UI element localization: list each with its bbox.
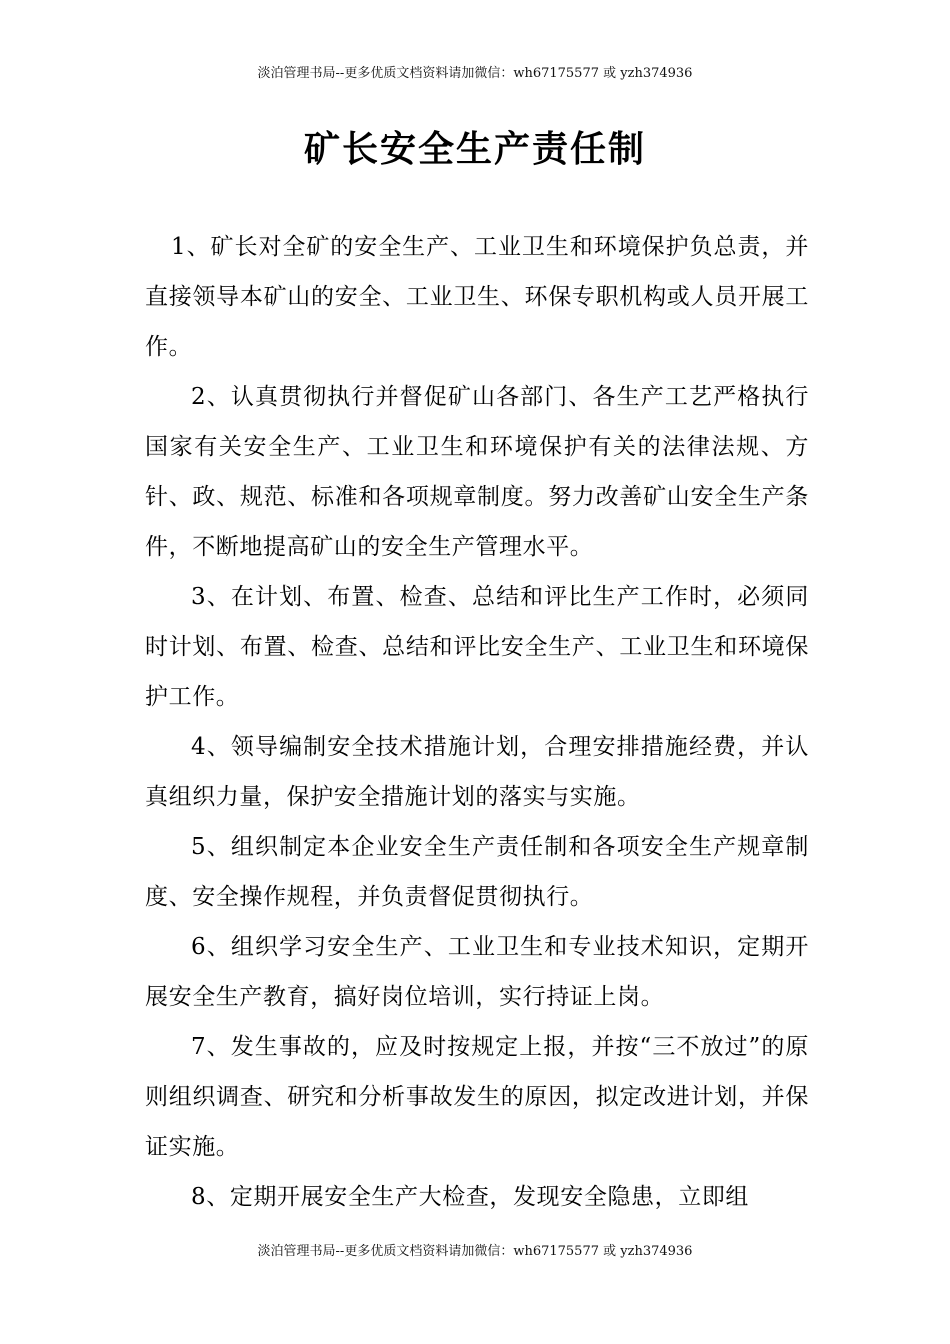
paragraph-8: 8、定期开展安全生产大检查，发现安全隐患，立即组	[191, 1184, 750, 1210]
paragraph-1: 1、矿长对全矿的安全生产、工业卫生和环境保护负总责，并直接领导本矿山的安全、工业卫生、环保专职机构或人员开展工作。	[145, 234, 809, 360]
paragraph-3: 3、在计划、布置、检查、总结和评比生产工作时，必须同时计划、布置、检查、总结和评比安全生产、工业卫生和环境保护工作。	[145, 584, 809, 710]
paragraph-6: 6、组织学习安全生产、工业卫生和专业技术知识，定期开展安全生产教育，搞好岗位培训，实行持证上岗。	[145, 934, 809, 1010]
paragraph-2: 2、认真贯彻执行并督促矿山各部门、各生产工艺严格执行国家有关安全生产、工业卫生和环境保护有关的法律法规、方针、政、规范、标准和各项规章制度。努力改善矿山安全生产条件，不断地提高矿山的安全生产管理水平。	[145, 384, 809, 560]
header-note: 淡泊管理书局--更多优质文档资料请加微信：wh67175577 或 yzh374936	[257, 66, 693, 81]
paragraph-4: 4、领导编制安全技术措施计划，合理安排措施经费，并认真组织力量，保护安全措施计划的落实与实施。	[145, 734, 809, 810]
paragraph-5: 5、组织制定本企业安全生产责任制和各项安全生产规章制度、安全操作规程，并负责督促贯彻执行。	[145, 834, 809, 910]
footer-note: 淡泊管理书局--更多优质文档资料请加微信：wh67175577 或 yzh374936	[257, 1244, 693, 1259]
document-body	[145, 222, 809, 1222]
document-title: 矿长安全生产责任制	[303, 129, 646, 170]
paragraph-7: 7、发生事故的，应及时按规定上报，并按“三不放过”的原则组织调查、研究和分析事故发生的原因，拟定改进计划，并保证实施。	[145, 1034, 809, 1160]
